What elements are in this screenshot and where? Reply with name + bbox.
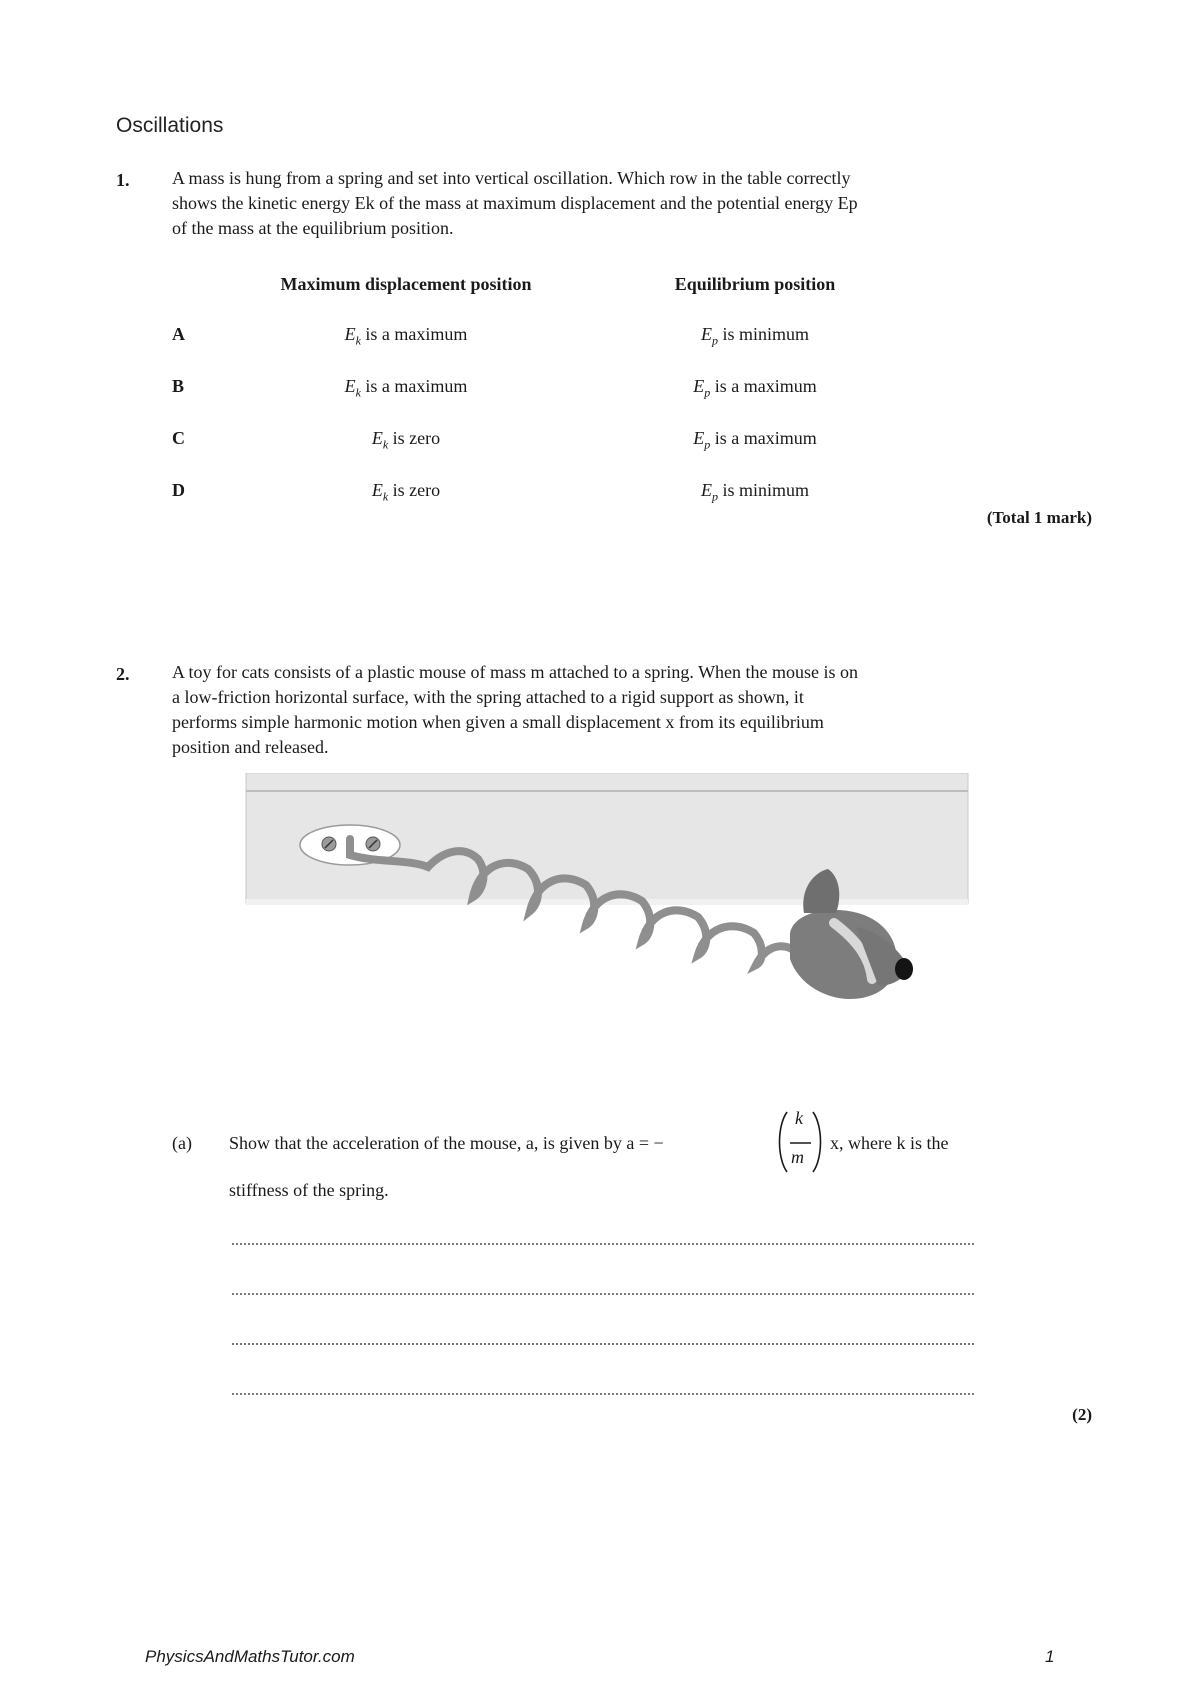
question-1-line: shows the kinetic energy Ek of the mass at maximum displacement and the potential energy Ep: [172, 193, 858, 213]
energy-subscript: k: [382, 437, 389, 452]
energy-subscript: p: [711, 489, 718, 504]
col-header-equilibrium: Equilibrium position: [674, 274, 836, 294]
energy-symbol: E: [344, 376, 356, 396]
question-2-text: [172, 660, 1032, 760]
cell-text: is a maximum: [710, 376, 817, 396]
question-1-line: of the mass at the equilibrium position.: [172, 218, 454, 238]
cell-text: is a maximum: [360, 324, 468, 344]
cell-text: is a maximum: [710, 428, 817, 448]
option-a-max-cell: [256, 324, 556, 349]
option-b-max-cell: [256, 376, 556, 401]
question-1-number: 1.: [116, 170, 130, 190]
question-1-marks: (Total 1 mark): [986, 508, 1092, 527]
part-a-text-after: x, where k is the: [830, 1133, 949, 1153]
part-a-text-line2: stiffness of the spring.: [229, 1180, 389, 1200]
option-label-c: C: [172, 428, 185, 448]
answer-line[interactable]: [232, 1393, 974, 1395]
page-heading: Oscillations: [116, 114, 224, 137]
energy-subscript: k: [355, 333, 361, 348]
col-header-max-displacement: Maximum displacement position: [280, 274, 532, 294]
part-a-marks: (2): [1072, 1405, 1092, 1424]
option-c-eq-cell: [605, 428, 905, 453]
question-2-number: 2.: [116, 664, 130, 684]
footer-site: PhysicsAndMathsTutor.com: [145, 1647, 355, 1666]
question-1-line: A mass is hung from a spring and set into vertical oscillation. Which row in the table correctly: [172, 168, 851, 188]
option-d-eq-cell: [605, 480, 905, 505]
answer-line[interactable]: [232, 1293, 974, 1295]
cell-text: is zero: [388, 428, 441, 448]
question-1-text: [172, 166, 1032, 241]
energy-symbol: E: [371, 480, 383, 500]
part-a-text-before: Show that the acceleration of the mouse, a, is given by a = −: [229, 1133, 664, 1153]
energy-symbol: E: [371, 428, 383, 448]
energy-symbol: E: [700, 324, 712, 344]
part-a-label: (a): [172, 1133, 192, 1153]
energy-symbol: E: [693, 376, 705, 396]
energy-subscript: k: [382, 489, 389, 504]
fraction-denominator: m: [791, 1147, 804, 1167]
question-2-line: position and released.: [172, 737, 329, 757]
energy-subscript: p: [711, 333, 718, 348]
energy-symbol: E: [700, 480, 712, 500]
energy-symbol: E: [344, 324, 356, 344]
option-label-b: B: [172, 376, 185, 396]
energy-subscript: k: [355, 385, 361, 400]
energy-symbol: E: [693, 428, 705, 448]
cell-text: is a maximum: [360, 376, 468, 396]
cell-text: is zero: [388, 480, 441, 500]
answer-line[interactable]: [232, 1343, 974, 1345]
cat-toy-figure: [238, 773, 970, 1038]
option-label-d: D: [172, 480, 185, 500]
option-d-max-cell: [256, 480, 556, 505]
cell-text: is minimum: [717, 324, 809, 344]
option-c-max-cell: [256, 428, 556, 453]
question-2-line: A toy for cats consists of a plastic mouse of mass m attached to a spring. When the mouse is on: [172, 662, 859, 682]
energy-subscript: p: [704, 385, 711, 400]
answer-line[interactable]: [232, 1243, 974, 1245]
cell-text: is minimum: [717, 480, 809, 500]
fraction-numerator: k: [795, 1108, 803, 1128]
energy-subscript: p: [704, 437, 711, 452]
footer-page-number: 1: [1045, 1647, 1055, 1666]
option-label-a: A: [172, 324, 185, 344]
option-a-eq-cell: [605, 324, 905, 349]
option-b-eq-cell: [605, 376, 905, 401]
question-2-line: a low-friction horizontal surface, with the spring attached to a rigid support as shown, it: [172, 687, 804, 707]
mouse-nose-icon: [895, 958, 913, 980]
question-2-line: performs simple harmonic motion when given a small displacement x from its equilibrium: [172, 712, 824, 732]
